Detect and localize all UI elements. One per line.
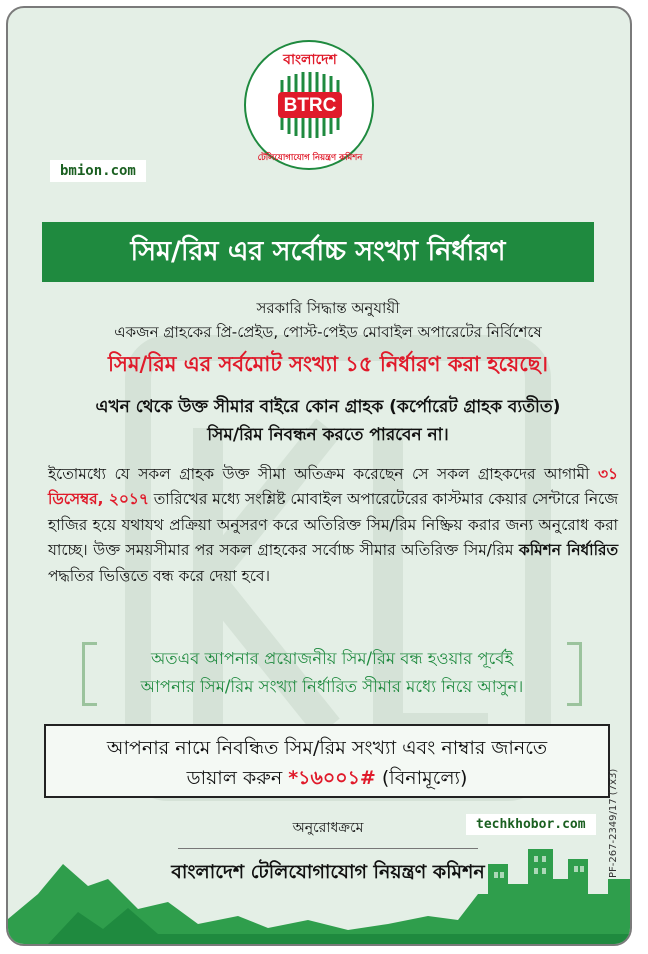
dial-line-1: আপনার নামে নিবন্ধিত সিম/রিম সংখ্যা এবং নাম্বার জানতে <box>106 737 548 759</box>
reference-code: PF-267-2349/17 (7x3) <box>608 768 619 878</box>
logo-ring-text: টেলিযোগাযোগ নিয়ন্ত্রণ কমিশন <box>257 153 363 163</box>
dial-line-2 <box>46 764 608 796</box>
btrc-logo <box>240 36 378 174</box>
request-label: অনুরোধক্রমে <box>292 820 364 836</box>
dial-suffix: (বিনামূল্যে) <box>375 767 468 789</box>
intro-line-1: সরকারি সিদ্ধান্ত অনুযায়ী <box>256 299 400 317</box>
landscape-skyline-graphic <box>8 824 632 944</box>
body-paragraph <box>48 462 618 589</box>
body-emphasis: কমিশন নির্ধারিত <box>518 541 619 560</box>
intro-highlight: সিম/রিম এর সর্বমোট সংখ্যা ১৫ নির্ধারণ করা হয়েছে। <box>108 352 548 376</box>
advice-line-2: আপনার সিম/রিম সংখ্যা নির্ধারিত সীমার মধ্যে নিয়ে আসুন। <box>140 677 524 696</box>
notice-card <box>6 6 632 946</box>
headline-banner: সিম/রিম এর সর্বোচ্চ সংখ্যা নির্ধারণ <box>42 222 594 282</box>
dial-info-box <box>44 724 610 798</box>
watermark-site-left: bmion.com <box>50 160 146 182</box>
notice-line-2: সিম/রিম নিবন্ধন করতে পারবেন না। <box>207 425 449 445</box>
notice-line-1: এখন থেকে উক্ত সীমার বাইরে কোন গ্রাহক (কর্পোরেট গ্রাহক ব্যতীত) <box>95 397 561 417</box>
body-part-3: পদ্ধতির ভিত্তিতে বন্ধ করে দেয়া হবে। <box>48 566 270 585</box>
issuer-name: বাংলাদেশ টেলিযোগাযোগ নিয়ন্ত্রণ কমিশন <box>171 861 485 883</box>
advice-box <box>82 642 582 702</box>
logo-center-text: BTRC <box>283 95 337 116</box>
dial-prefix: ডায়াল করুন <box>186 767 289 789</box>
watermark-site-right: techkhobor.com <box>466 814 596 835</box>
body-part-1: ইতোমধ্যে যে সকল গ্রাহক উক্ত সীমা অতিক্রম করেছেন সে সকল গ্রাহকদের আগামী <box>48 465 598 483</box>
ussd-code: *১৬০০১# <box>288 767 376 789</box>
logo-top-text: বাংলাদেশ <box>283 52 337 68</box>
deadline-date: ৩১ ডিসেম্বর, ২০১৭ <box>48 465 618 509</box>
intro-line-2: একজন গ্রাহকের প্রি-প্রেইড, পোস্ট-পেইড মোবাইল অপারেটের নির্বিশেষে <box>114 323 542 341</box>
body-part-2: তারিখের মধ্যে সংশ্লিষ্ট মোবাইল অপারেটেরের কাস্টমার কেয়ার সেন্টারে নিজে হাজির হয়ে যথাযথ প্রক্রিয়া অনুসরণ করে অতিরিক্ত সিম/রিম নিষ্ক্রিয় করার জন্য অনুরোধ করা যাচ্ছে। উক্ত সময়সীমার পর সকল গ্রাহকের সর্বোচ্চ সীমার অতিরিক্ত সিম/রিম <box>48 490 619 560</box>
advice-line-1: অতএব আপনার প্রয়োজনীয় সিম/রিম বন্ধ হওয়ার পূর্বেই <box>150 649 514 668</box>
